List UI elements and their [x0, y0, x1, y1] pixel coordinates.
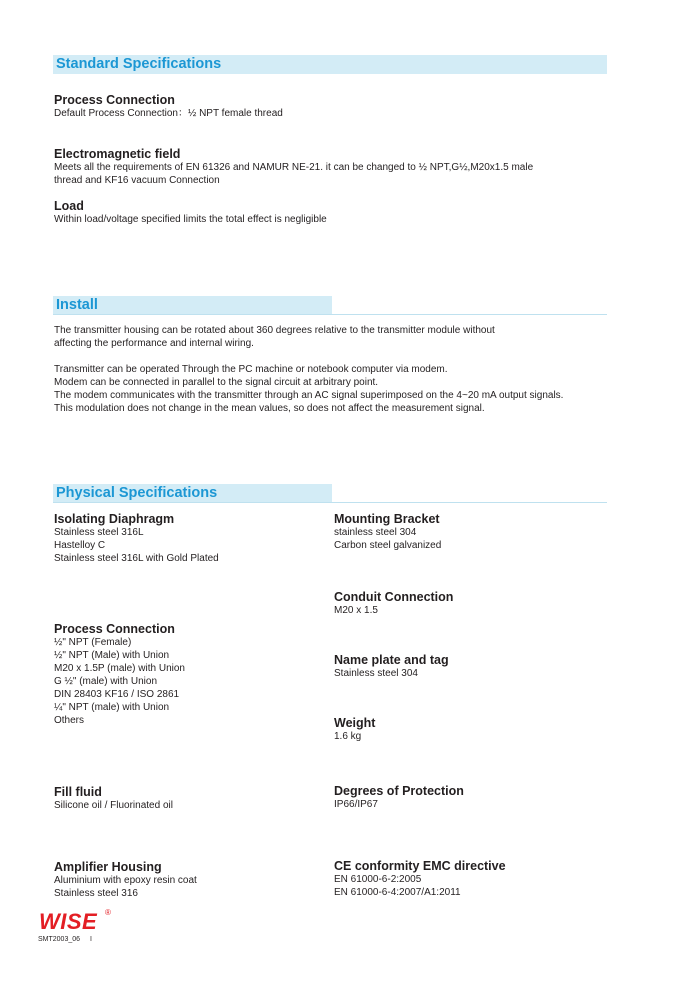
- heading: Isolating Diaphragm: [54, 512, 175, 526]
- section-title: Install: [56, 297, 98, 313]
- section-title: Physical Specifications: [56, 485, 218, 501]
- heading: Degrees of Protection: [334, 784, 464, 798]
- list-item: M20 x 1.5: [334, 605, 378, 616]
- std-electromagnetic-field: [54, 147, 533, 187]
- doc-code-text: SMT2003_06: [38, 936, 81, 943]
- heading: Load: [54, 199, 84, 213]
- heading: Conduit Connection: [334, 590, 454, 604]
- list-item: Silicone oil / Fluorinated oil: [54, 800, 173, 811]
- list-item: Stainless steel 316: [54, 888, 138, 899]
- list-item: ½" NPT (Male) with Union: [54, 650, 170, 661]
- section-header-physical: [53, 484, 607, 503]
- phys-conduit-connection: [334, 590, 453, 617]
- list-item: Carbon steel galvanized: [334, 540, 442, 551]
- logo-text: WISE: [39, 909, 98, 933]
- phys-degrees-of-protection: [334, 784, 464, 811]
- list-item: Stainless steel 316L: [54, 527, 144, 538]
- list-item: Aluminium with epoxy resin coat: [54, 875, 197, 886]
- document-code: [38, 936, 92, 943]
- list-item: ¼" NPT (male) with Union: [54, 702, 170, 713]
- heading: Fill fluid: [54, 785, 102, 799]
- heading: Electromagnetic field: [54, 147, 181, 161]
- text-line: thread and KF16 vacuum Connection: [54, 175, 220, 186]
- list-item: stainless steel 304: [334, 527, 417, 538]
- list-item: IP66/IP67: [334, 799, 378, 810]
- text-line: This modulation does not change in the mean values, so does not affect the measurement signal.: [54, 403, 485, 414]
- phys-ce-conformity: [334, 859, 506, 899]
- list-item: EN 61000-6-4:2007/A1:2011: [334, 887, 461, 898]
- section-rule: [53, 314, 607, 315]
- list-item: Stainless steel 304: [334, 668, 418, 679]
- std-load: [54, 199, 327, 226]
- text-line: The transmitter housing can be rotated about 360 degrees relative to the transmitter module without: [54, 325, 495, 336]
- heading: Amplifier Housing: [54, 860, 162, 874]
- install-paragraph-2: [54, 363, 563, 415]
- text-line: Transmitter can be operated Through the PC machine or notebook computer via modem.: [54, 364, 448, 375]
- text-line: Modem can be connected in parallel to the signal circuit at arbitrary point.: [54, 377, 379, 388]
- phys-mounting-bracket: [334, 512, 441, 552]
- heading: Mounting Bracket: [334, 512, 440, 526]
- list-item: Hastelloy C: [54, 540, 106, 551]
- list-item: 1.6 kg: [334, 731, 362, 742]
- heading: Process Connection: [54, 93, 175, 107]
- phys-process-connection: [54, 622, 185, 727]
- heading: Name plate and tag: [334, 653, 449, 667]
- list-item: Stainless steel 316L with Gold Plated: [54, 553, 219, 564]
- registered-mark: ®: [105, 908, 111, 917]
- list-item: M20 x 1.5P (male) with Union: [54, 663, 185, 674]
- list-item: DIN 28403 KF16 / ISO 2861: [54, 689, 180, 700]
- phys-amplifier-housing: [54, 860, 197, 900]
- list-item: Others: [54, 715, 85, 726]
- heading: Process Connection: [54, 622, 175, 636]
- text-line: Meets all the requirements of EN 61326 and NAMUR NE-21. it can be changed to ½ NPT,G½,M20x1.5 male: [54, 162, 534, 173]
- heading: CE conformity EMC directive: [334, 859, 506, 873]
- text-line: The modem communicates with the transmitter through an AC signal superimposed on the 4~20 mA output signals.: [54, 390, 564, 401]
- phys-weight: [334, 716, 375, 743]
- phys-name-plate: [334, 653, 449, 680]
- std-process-connection: [54, 93, 283, 120]
- heading: Weight: [334, 716, 376, 730]
- phys-fill-fluid: [54, 785, 173, 812]
- section-rule: [53, 502, 607, 503]
- install-paragraph-1: [54, 324, 495, 350]
- wise-logo: [38, 907, 118, 933]
- text-line: affecting the performance and internal wiring.: [54, 338, 254, 349]
- text: Within load/voltage specified limits the total effect is negligible: [54, 214, 327, 225]
- list-item: EN 61000-6-2:2005: [334, 874, 422, 885]
- section-header-install: [53, 296, 607, 315]
- phys-isolating-diaphragm: [54, 512, 219, 565]
- list-item: ½" NPT (Female): [54, 637, 132, 648]
- section-title: Standard Specifications: [56, 56, 222, 72]
- section-header-standard: [53, 55, 607, 74]
- text: Default Process Connection：½ NPT female thread: [54, 108, 283, 119]
- list-item: G ½" (male) with Union: [54, 676, 158, 687]
- page-mark: I: [89, 936, 92, 943]
